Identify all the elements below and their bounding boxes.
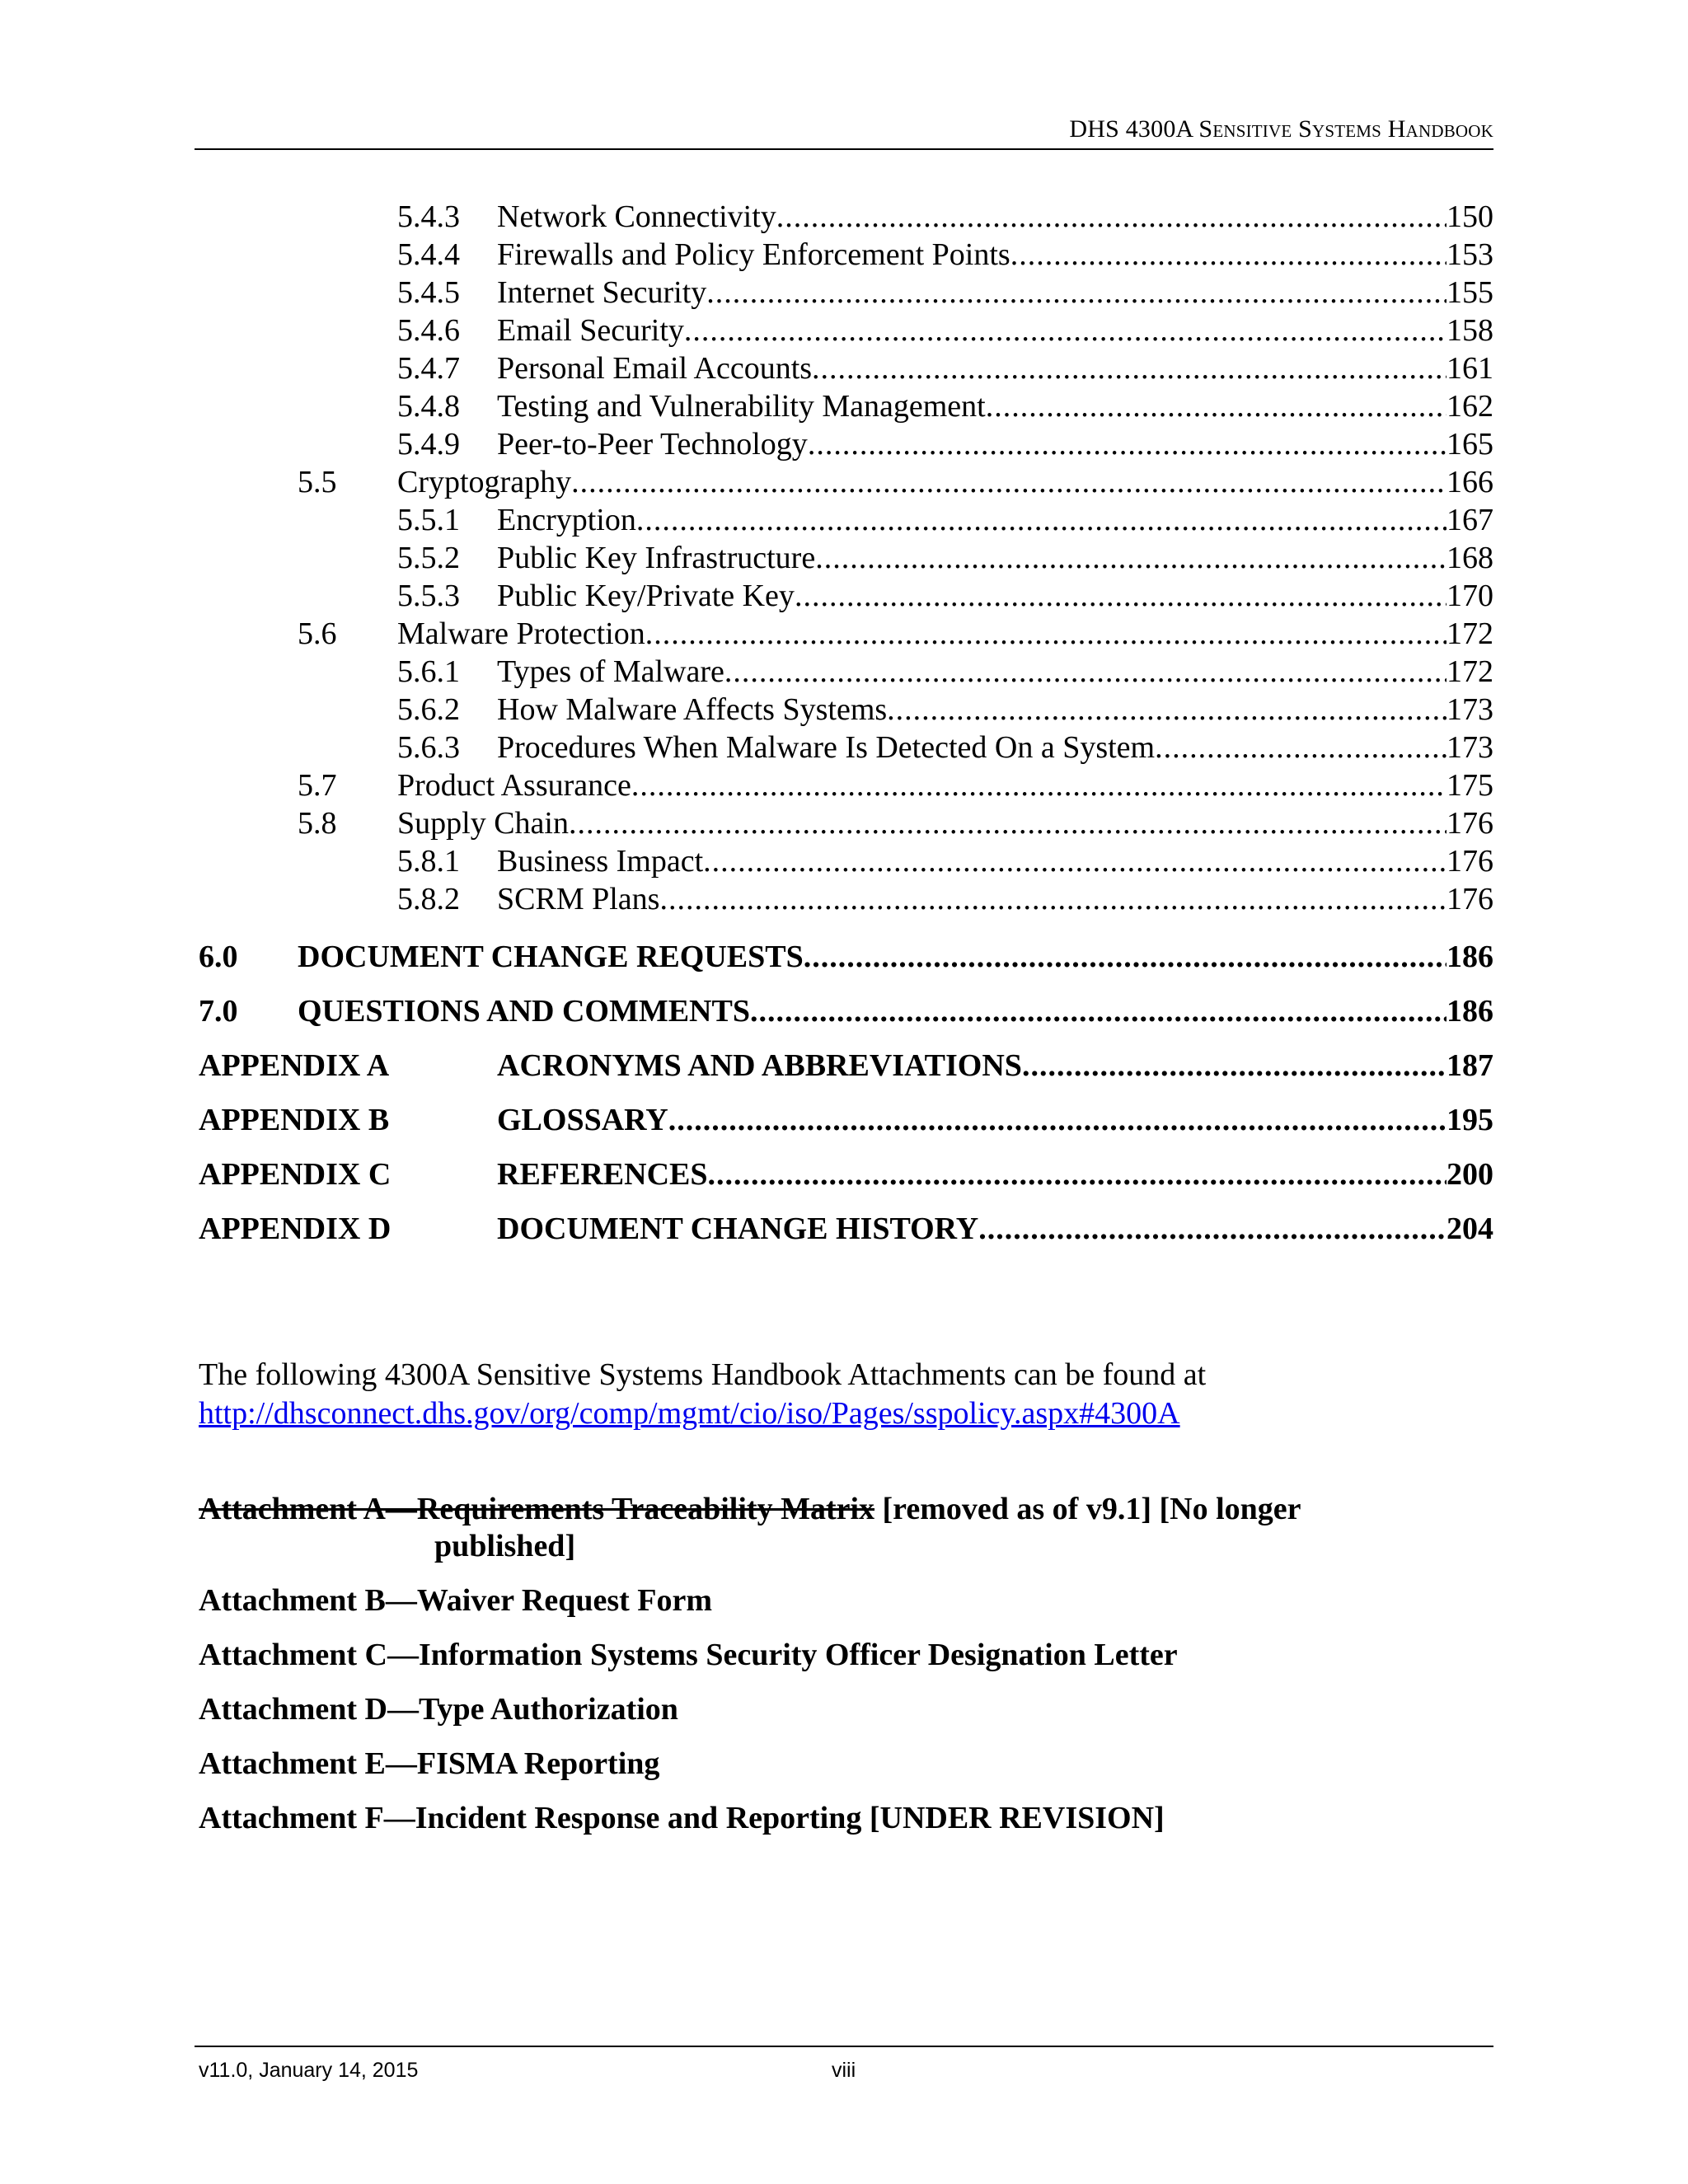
toc-entry-title: How Malware Affects Systems [497,692,888,727]
toc-leader [750,991,1447,1032]
footer-page-number: viii [832,2059,856,2082]
attachments-intro-text: The following 4300A Sensitive Systems Handbook Attachments can be found at [199,1357,1207,1392]
attachment-d[interactable]: Attachment D—Type Authorization [199,1692,678,1727]
toc-entry[interactable] [0,198,1688,236]
toc-leader [645,615,1447,653]
toc-entry-page: 173 [1447,692,1493,727]
toc-entry-number: 5.8.2 [397,882,460,916]
toc-entry-title: DOCUMENT CHANGE REQUESTS [298,940,804,974]
toc-leader [724,653,1447,691]
toc-entry-page: 165 [1447,427,1493,462]
toc-entry-appendix[interactable] [0,1208,1688,1249]
toc-entry-page: 175 [1447,768,1493,803]
toc-leader [1155,729,1447,766]
toc-entry[interactable] [0,387,1688,425]
toc-entry[interactable] [0,880,1688,918]
toc-entry[interactable] [0,653,1688,691]
toc-entry-number: APPENDIX A [199,1048,390,1083]
toc-entry-title: Malware Protection [397,616,645,651]
toc-leader [986,387,1447,425]
attachment-c[interactable]: Attachment C—Information Systems Security Officer Designation Letter [199,1638,1178,1672]
toc-entry[interactable] [0,615,1688,653]
toc-entry-page: 186 [1447,940,1493,974]
toc-leader [1010,236,1447,274]
toc-entry-title: DOCUMENT CHANGE HISTORY [497,1212,979,1246]
toc-entry-page: 150 [1447,199,1493,234]
toc-leader [571,463,1447,501]
toc-entry-number: 5.4.4 [397,237,460,272]
toc-entry-page: 170 [1447,579,1493,613]
toc-entry-page: 166 [1447,465,1493,499]
toc-entry-number: 6.0 [199,940,238,974]
toc-entry[interactable] [0,463,1688,501]
toc-leader [804,936,1447,977]
toc-entry-title: Email Security [497,313,684,348]
toc-entry-number: 5.4.7 [397,351,460,386]
toc-entry-number: 5.5.2 [397,541,460,575]
toc-entry[interactable] [0,425,1688,463]
toc-leader [795,577,1447,615]
toc-entry[interactable] [0,501,1688,539]
toc-entry-number: 5.5 [298,465,337,499]
toc-entry-title: Types of Malware [497,654,724,689]
attachment-f[interactable]: Attachment F—Incident Response and Reporting [UNDER REVISION] [199,1801,1165,1835]
toc-entry-number: 5.5.1 [397,503,460,537]
toc-entry-title: GLOSSARY [497,1103,668,1137]
toc-entry-title: Supply Chain [397,806,569,841]
toc-entry-title: Encryption [497,503,636,537]
toc-entry-page: 153 [1447,237,1493,272]
toc-entry-number: 7.0 [199,994,238,1029]
toc-entry[interactable] [0,274,1688,312]
toc-entry-page: 158 [1447,313,1493,348]
toc-entry-number: 5.8 [298,806,337,841]
toc-leader [703,842,1447,880]
toc-entry[interactable] [0,539,1688,577]
toc-entry[interactable] [0,577,1688,615]
toc-entry[interactable] [0,312,1688,349]
toc-entry[interactable] [0,842,1688,880]
toc-entry-title: Business Impact [497,844,704,879]
toc-leader [812,349,1447,387]
toc-leader [659,880,1447,918]
toc-entry-title: Peer-to-Peer Technology [497,427,808,462]
toc-entry-title: SCRM Plans [497,882,660,916]
toc-entry-number: 5.6.1 [397,654,460,689]
toc-entry-page: 200 [1447,1157,1493,1192]
toc-entry-title: ACRONYMS AND ABBREVIATIONS [497,1048,1022,1083]
toc-entry-title: Procedures When Malware Is Detected On a System [497,730,1156,765]
footer-rule [195,2046,1493,2047]
toc-entry-number: 5.4.6 [397,313,460,348]
toc-entry-title: Cryptography [397,465,572,499]
toc-leader [706,274,1447,312]
attachments-link[interactable]: http://dhsconnect.dhs.gov/org/comp/mgmt/cio/iso/Pages/sspolicy.aspx#4300A [199,1396,1180,1431]
attachment-a-note: [removed as of v9.1] [No longer [874,1492,1301,1526]
toc-entry-page: 187 [1447,1048,1493,1083]
toc-entry-number: 5.4.9 [397,427,460,462]
toc-entry-title: Network Connectivity [497,199,776,234]
toc-entry-title: Public Key/Private Key [497,579,795,613]
toc-entry-appendix[interactable] [0,1154,1688,1195]
toc-leader [636,501,1447,539]
toc-entry-number: 5.6 [298,616,337,651]
toc-entry-page: 176 [1447,882,1493,916]
toc-leader [569,804,1447,842]
toc-entry-page: 167 [1447,503,1493,537]
attachment-b[interactable]: Attachment B—Waiver Request Form [199,1583,713,1618]
attachment-a-note-continued: published] [434,1529,576,1563]
toc-entry-page: 172 [1447,616,1493,651]
toc-entry-page: 173 [1447,730,1493,765]
toc-entry-number: 5.4.8 [397,389,460,424]
toc-entry-number: 5.8.1 [397,844,460,879]
attachment-e[interactable]: Attachment E—FISMA Reporting [199,1746,660,1781]
toc-entry-number: 5.6.3 [397,730,460,765]
toc-entry[interactable] [0,804,1688,842]
toc-leader [815,539,1447,577]
toc-leader [978,1208,1447,1249]
toc-entry-page: 186 [1447,994,1493,1029]
header-title-text: DHS 4300A Sensitive Systems Handbook [1069,115,1493,143]
toc-entry-number: APPENDIX B [199,1103,390,1137]
toc-leader [776,198,1447,236]
toc-entry-number: 5.7 [298,768,337,803]
toc-leader [708,1154,1447,1195]
header-rule [195,148,1493,150]
toc-entry-number: 5.4.5 [397,275,460,310]
toc-entry-page: 162 [1447,389,1493,424]
toc-entry-major[interactable] [0,991,1688,1032]
toc-entry[interactable] [0,691,1688,729]
toc-leader [631,766,1447,804]
toc-entry-page: 161 [1447,351,1493,386]
toc-entry-title: REFERENCES [497,1157,708,1192]
toc-entry-title: QUESTIONS AND COMMENTS [298,994,750,1029]
toc-entry-page: 168 [1447,541,1493,575]
attachment-a[interactable] [199,1490,1493,1528]
toc-leader [1022,1045,1447,1086]
toc-entry-number: 5.4.3 [397,199,460,234]
attachments-intro [199,1356,1484,1433]
running-header [1069,115,1493,143]
toc-entry-page: 172 [1447,654,1493,689]
toc-entry-title: Testing and Vulnerability Management [497,389,986,424]
toc-entry-page: 176 [1447,844,1493,879]
toc-entry-number: 5.5.3 [397,579,460,613]
toc-leader [808,425,1447,463]
toc-entry-title: Personal Email Accounts [497,351,813,386]
toc-entry-appendix[interactable] [0,1099,1688,1141]
toc-leader [887,691,1447,729]
toc-entry-title: Product Assurance [397,768,631,803]
attachment-a-title: Attachment A—Requirements Traceability Matrix [199,1492,875,1526]
toc-entry-title: Internet Security [497,275,707,310]
toc-entry[interactable] [0,729,1688,766]
toc-entry[interactable] [0,766,1688,804]
toc-leader [684,312,1447,349]
toc-entry-page: 155 [1447,275,1493,310]
toc-entry[interactable] [0,236,1688,274]
toc-entry-number: APPENDIX C [199,1157,392,1192]
toc-entry[interactable] [0,349,1688,387]
toc-entry-page: 195 [1447,1103,1493,1137]
toc-entry-number: 5.6.2 [397,692,460,727]
toc-leader [668,1099,1447,1141]
toc-entry-appendix[interactable] [0,1045,1688,1086]
footer-version: v11.0, January 14, 2015 [199,2059,419,2082]
toc-entry-number: APPENDIX D [199,1212,392,1246]
toc-entry-page: 204 [1447,1212,1493,1246]
toc-entry-page: 176 [1447,806,1493,841]
toc-entry-title: Public Key Infrastructure [497,541,816,575]
toc-entry-title: Firewalls and Policy Enforcement Points [497,237,1010,272]
toc-entry-major[interactable] [0,936,1688,977]
